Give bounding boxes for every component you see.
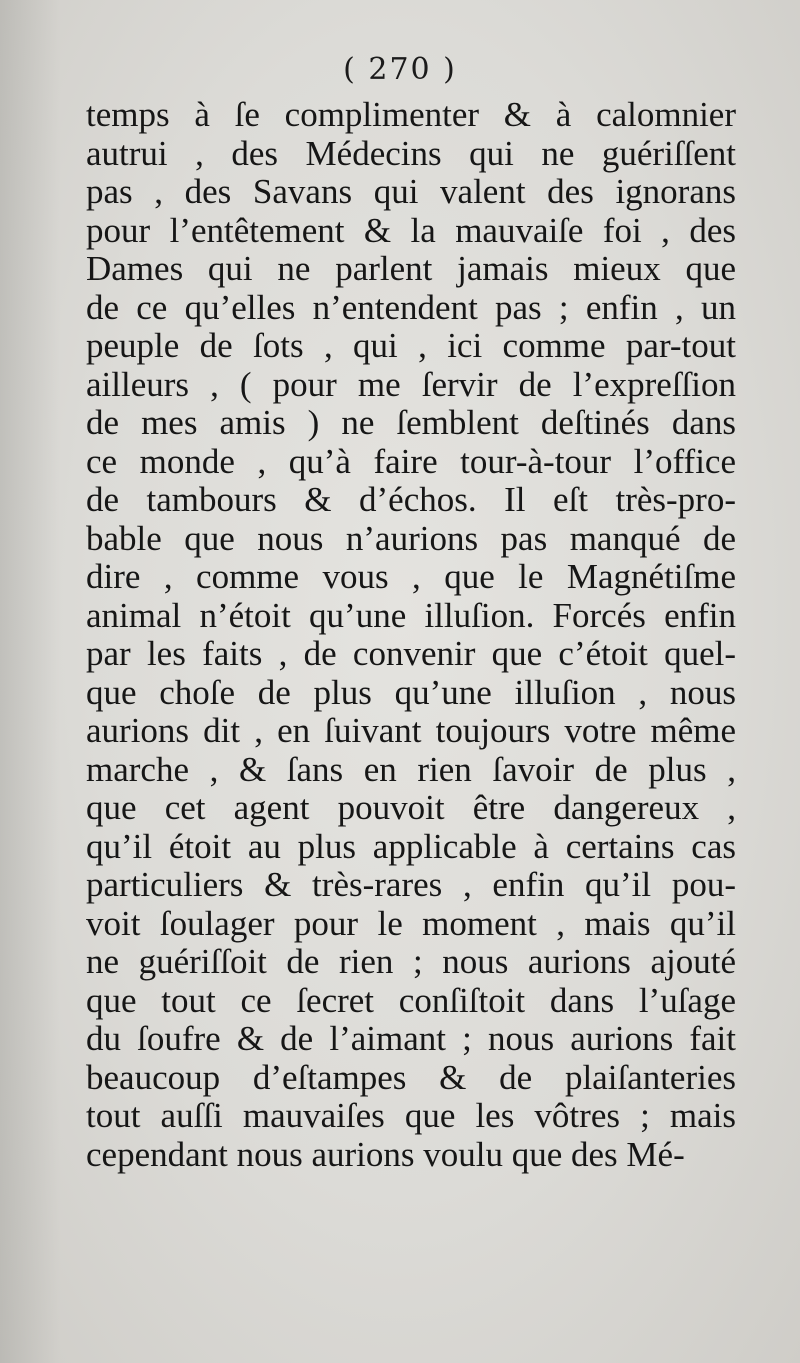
text-line: par les faits , de convenir que c’étoit quel- xyxy=(86,634,736,673)
text-line: que tout ce ſecret conſiſtoit dans l’uſage xyxy=(86,980,736,1020)
text-line: temps à ſe complimenter & à calomnier xyxy=(86,95,736,134)
text-line: beaucoup d’eſtampes & de plaiſanteries xyxy=(86,1057,736,1097)
text-line: voit ſoulager pour le moment , mais qu’il xyxy=(86,903,736,943)
text-line: bable que nous n’aurions pas manqué de xyxy=(86,518,736,558)
text-line: que cet agent pouvoit être dangereux , xyxy=(86,788,736,827)
text-line: pour l’entêtement & la mauvaiſe foi , des xyxy=(86,210,736,250)
text-line: tout auſſi mauvaiſes que les vôtres ; mais xyxy=(86,1096,736,1135)
text-line: du ſoufre & de l’aimant ; nous aurions fait xyxy=(86,1019,736,1058)
body-text xyxy=(86,96,736,1174)
text-line: de ce qu’elles n’entendent pas ; enfin , un xyxy=(86,287,736,327)
text-line: cependant nous aurions voulu que des Mé- xyxy=(86,1134,685,1174)
text-line: Dames qui ne parlent jamais mieux que xyxy=(86,249,736,288)
text-line: qu’il étoit au plus applicable à certains cas xyxy=(86,826,736,866)
text-line: que choſe de plus qu’une illuſion , nous xyxy=(86,672,736,712)
text-line: ailleurs , ( pour me ſervir de l’expreſſion xyxy=(86,364,736,404)
text-line: autrui , des Médecins qui ne guériſſent xyxy=(86,133,736,173)
text-line: dire , comme vous , que le Magnétiſme xyxy=(86,557,736,596)
text-line: peuple de ſots , qui , ici comme par-tout xyxy=(86,326,736,365)
text-line: ne guériſſoit de rien ; nous aurions ajouté xyxy=(86,942,736,981)
text-line: de tambours & d’échos. Il eſt très-pro- xyxy=(86,480,736,519)
text-line: marche , & ſans en rien ſavoir de plus , xyxy=(86,749,736,789)
text-line: animal n’étoit qu’une illuſion. Forcés enfin xyxy=(86,595,736,635)
text-line: particuliers & très-rares , enfin qu’il pou- xyxy=(86,865,736,904)
text-line: pas , des Savans qui valent des ignorans xyxy=(86,172,736,211)
page-number: ( 270 ) xyxy=(343,52,457,87)
text-line: ce monde , qu’à faire tour-à-tour l’office xyxy=(86,441,736,481)
text-line: aurions dit , en ſuivant toujours votre même xyxy=(86,711,736,750)
text-line: de mes amis ) ne ſemblent deſtinés dans xyxy=(86,403,736,442)
